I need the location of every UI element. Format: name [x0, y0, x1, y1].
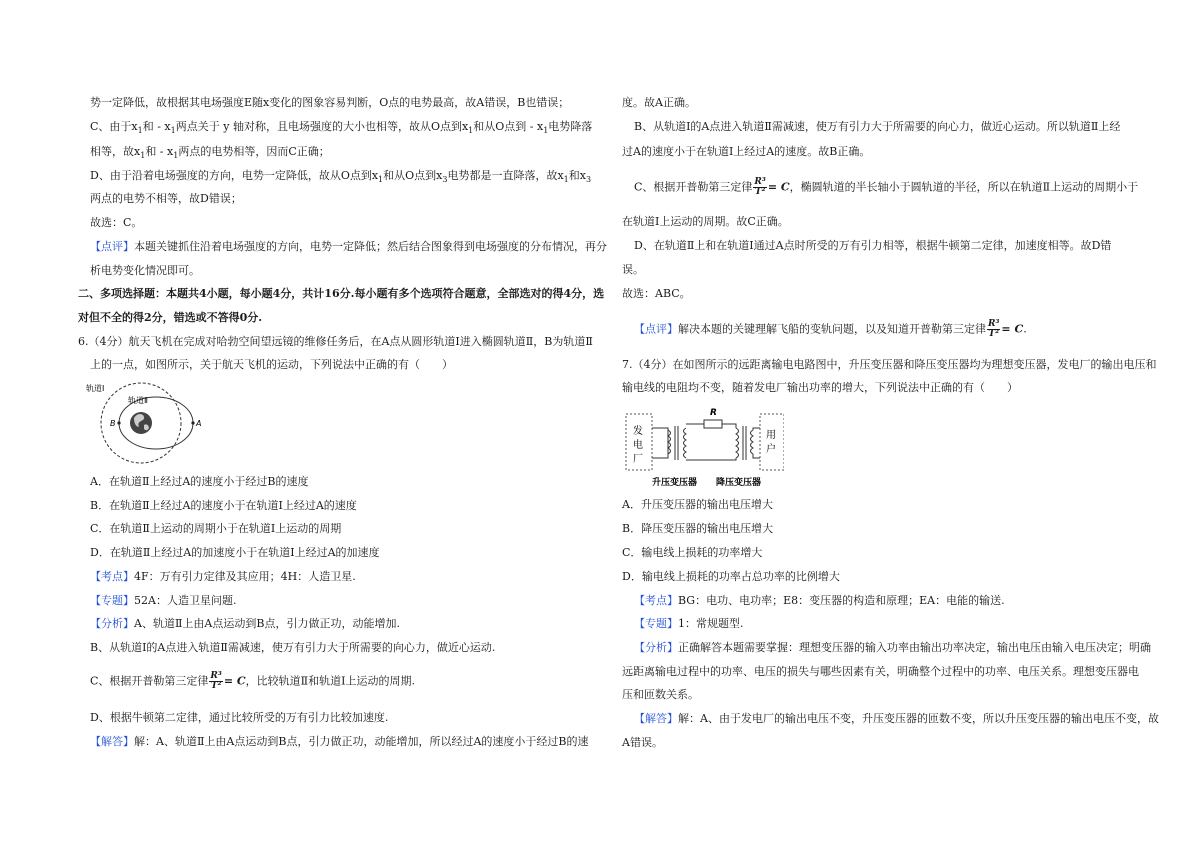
text-line: B、从轨道Ⅰ的A点进入轨道Ⅱ需减速，使万有引力大于所需要的向心力，做近心运动.: [90, 641, 496, 654]
text-line: A错误。: [622, 736, 663, 749]
option-a: A．在轨道Ⅱ上经过A的速度小于经过B的速度: [90, 475, 309, 488]
text-line: 过A的速度小于在轨道Ⅰ上经过A的速度。故B正确。: [622, 145, 871, 158]
point-b-dot: [117, 421, 120, 424]
text-line-formula: C、根据开普勒第三定律 $\frac{\text{R³}}{\text{T²}}$ = C，椭圆轨道的半长轴小于圆轨道的半径，所以在轨道Ⅱ上运动的周期小于: [634, 177, 1139, 197]
step-up-label: 升压变压器: [652, 478, 698, 488]
kaodian-line: 【考点】4F：万有引力定律及其应用；4H：人造卫星.: [90, 570, 356, 583]
jieda-line: 【解答】解：A、轨道Ⅱ上由A点运动到B点，引力做正功，动能增加，所以经过A的速度小于经过B的速: [90, 735, 589, 748]
step-down-label: 降压变压器: [716, 478, 762, 488]
text-line: 势一定降低，故根据其电场强度E随x变化的图象容易判断，O点的电势最高，故A错误，B也错误；: [90, 96, 570, 109]
option-a: A．升压变压器的输出电压增大: [622, 498, 773, 511]
point-a-label: A: [196, 419, 202, 428]
point-a-dot: [191, 421, 194, 424]
orbit-1-label: 轨道Ⅰ: [86, 384, 105, 393]
text-line: 两点的电势不相等，故D错误；: [90, 192, 242, 205]
question-6: 6.（4分）航天飞机在完成对哈勃空间望远镜的维修任务后，在A点从圆形轨道Ⅰ进入椭圆轨道Ⅱ，B为轨道Ⅱ: [78, 335, 593, 348]
comment-line: 【点评】本题关键抓住沿着电场强度的方向，电势一定降低；然后结合图象得到电场强度的分布情况，再分: [90, 240, 607, 253]
option-b: B．降压变压器的输出电压增大: [622, 522, 774, 535]
option-b: B．在轨道Ⅱ上经过A的速度小于在轨道Ⅰ上经过A的速度: [90, 499, 357, 512]
svg-text:电: 电: [633, 440, 643, 451]
kepler-fraction: $\frac{\text{R³}}{\text{T²}}$: [988, 319, 1000, 339]
text-line: 故选：C。: [90, 216, 143, 229]
text-line: 在轨道Ⅰ上运动的周期。故C正确。: [622, 215, 789, 228]
text-line: C、由于$x_1$和 - $x_1$两点关于 y 轴对称，且电场强度的大小也相等，故从O点到$x_1$和从O点到 - $x_1$电势降落: [90, 120, 593, 136]
text-line: 故选：ABC。: [622, 287, 691, 300]
option-d: D．输电线上损耗的功率占总功率的比例增大: [622, 570, 840, 583]
text-line: 度。故A正确。: [622, 96, 696, 109]
kepler-fraction: $\frac{\text{R³}}{\text{T²}}$: [210, 671, 222, 691]
text-line: 误。: [622, 263, 644, 276]
text-line: 析电势变化情况即可。: [90, 264, 200, 277]
svg-text:户: 户: [766, 444, 776, 455]
user-box: [760, 414, 784, 470]
resistor: [704, 420, 722, 428]
option-d: D．在轨道Ⅱ上经过A的加速度小于在轨道Ⅰ上经过A的加速度: [90, 546, 380, 559]
point-b-label: B: [110, 419, 116, 428]
svg-text:用: 用: [766, 430, 776, 441]
svg-text:发: 发: [633, 426, 643, 437]
comment-tag: 【点评】: [90, 240, 134, 253]
question-6-line2: 上的一点，如图所示，关于航天飞机的运动，下列说法中正确的有（ ）: [90, 358, 453, 371]
text-line: 压和匝数关系。: [622, 688, 699, 701]
question-7-line2: 输电线的电阻均不变，随着发电厂输出功率的增大，下列说法中正确的有（ ）: [622, 381, 1018, 394]
text-line: D、根据牛顿第二定律，通过比较所受的万有引力比较加速度.: [90, 711, 389, 724]
jieda-line: 【解答】解：A、由于发电厂的输出电压不变，升压变压器的匝数不变，所以升压变压器的输出电压不变，故: [634, 712, 1159, 725]
text-line: B、从轨道Ⅰ的A点进入轨道Ⅱ需减速，使万有引力大于所需要的向心力，做近心运动。所以轨道Ⅱ上经: [634, 120, 1121, 133]
option-c: C．输电线上损耗的功率增大: [622, 546, 763, 559]
orbit-figure: [86, 378, 206, 468]
fenxi-line: 【分析】正确解答本题需要掌握：理想变压器的输入功率由输出功率决定，输出电压由输入电压决定；明确: [634, 641, 1151, 654]
resistor-label: R: [710, 408, 717, 418]
option-c: C．在轨道Ⅱ上运动的周期小于在轨道Ⅰ上运动的周期: [90, 522, 342, 535]
zhuanti-line: 【专题】1：常规题型.: [634, 617, 744, 630]
svg-text:厂: 厂: [633, 454, 643, 465]
kepler-fraction: $\frac{\text{R³}}{\text{T²}}$: [754, 177, 766, 197]
text-line: D、由于沿着电场强度的方向，电势一定降低，故从O点到$x_1$和从O点到$x_3$电势都是一直降落，故$x_1$和$x_3$: [90, 169, 592, 185]
zhuanti-line: 【专题】52A：人造卫星问题.: [90, 594, 237, 607]
transmission-figure: [624, 402, 784, 488]
text-line: 远距离输电过程中的功率、电压的损失与哪些因素有关，明确整个过程中的功率、电压关系。理想变压器电: [622, 665, 1139, 678]
orbit-2-label: 轨道Ⅱ: [128, 396, 148, 405]
text-line-formula: C、根据开普勒第三定律 $\frac{\text{R³}}{\text{T²}}$ = C，比较轨道Ⅱ和轨道Ⅰ上运动的周期.: [90, 671, 415, 691]
kaodian-line: 【考点】BG：电功、电功率；E8：变压器的构造和原理；EA：电能的输送.: [634, 594, 1005, 607]
question-7: 7.（4分）在如图所示的远距离输电电路图中，升压变压器和降压变压器均为理想变压器，发电厂的输出电压和: [622, 358, 1157, 371]
text-line: 相等，故$x_1$和 - $x_1$两点的电势相等，因而C正确；: [90, 145, 330, 161]
fenxi-line: 【分析】A、轨道Ⅱ上由A点运动到B点，引力做正功，动能增加.: [90, 617, 400, 630]
text-line: D、在轨道Ⅱ上和在轨道Ⅰ通过A点时所受的万有引力相等，根据牛顿第二定律，加速度相等。故D错: [634, 239, 1112, 252]
section-heading: 二、多项选择题：本题共4小题，每小题4分，共计16分.每小题有多个选项符合题意，全部选对的得4分，选: [78, 287, 605, 300]
section-heading: 对但不全的得2分，错选或不答得0分.: [78, 311, 263, 324]
comment-line: 【点评】解决本题的关键理解飞船的变轨问题，以及知道开普勒第三定律 $\frac{\text{R³}}{\text{T²}}$ = C.: [634, 319, 1027, 339]
